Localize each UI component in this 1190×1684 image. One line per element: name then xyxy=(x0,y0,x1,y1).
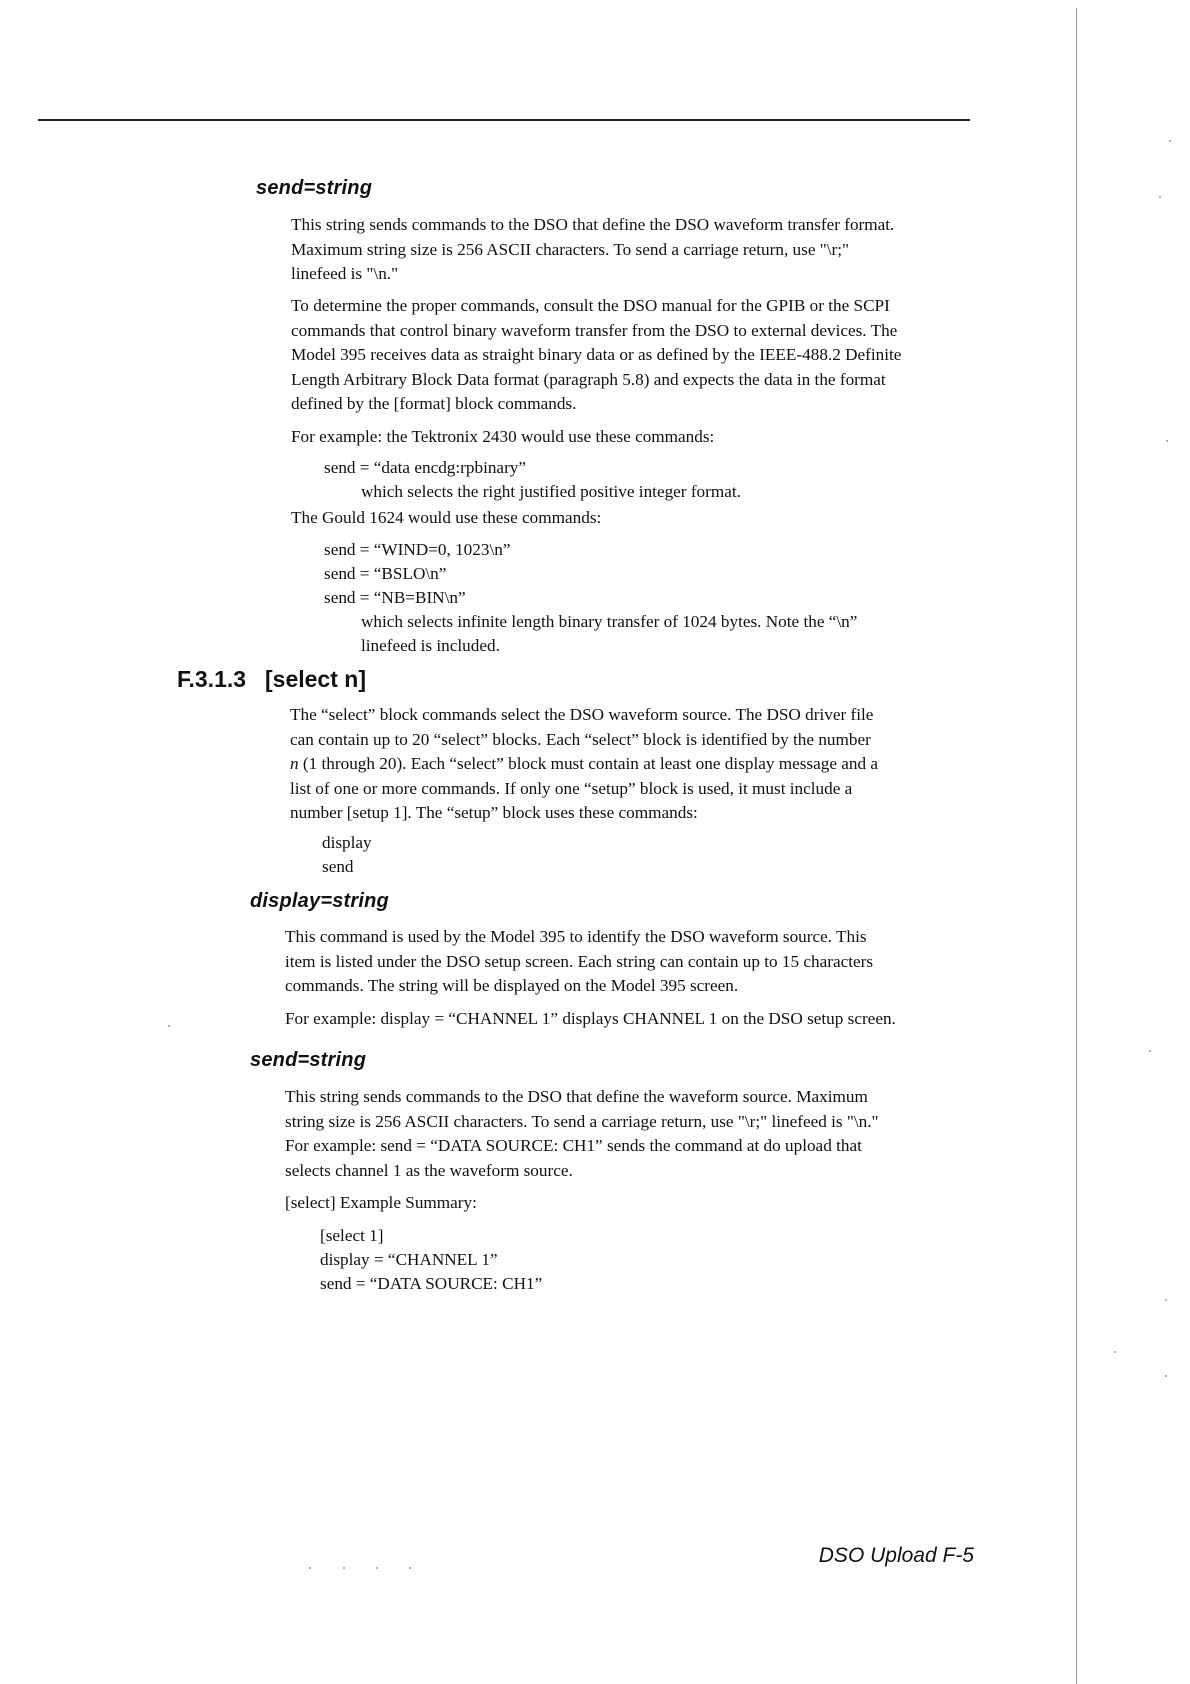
gould-send-command: send = “NB=BIN\n” xyxy=(324,588,466,607)
tektronix-send-command: send = “data encdg:rpbinary” xyxy=(324,458,527,477)
text-line: defined by the [format] block commands. xyxy=(291,394,577,413)
text-line: commands that control binary waveform transfer from the DSO to external devices. The xyxy=(291,320,898,340)
text-line: This string sends commands to the DSO that define the DSO waveform transfer format. xyxy=(291,215,895,234)
text-line: selects channel 1 as the waveform source. xyxy=(285,1160,573,1180)
select-summary-line: send = “DATA SOURCE: CH1” xyxy=(320,1274,543,1293)
gould-command-note: linefeed is included. xyxy=(361,636,500,655)
select-summary-line: [select 1] xyxy=(320,1226,384,1245)
text-line: Model 395 receives data as straight binary data or as defined by the IEEE-488.2 Definite xyxy=(291,345,902,364)
text-line: number [setup 1]. The “setup” block uses these commands: xyxy=(290,803,698,822)
text-line: commands. The string will be displayed on the Model 395 screen. xyxy=(285,976,739,995)
select-summary-line: display = “CHANNEL 1” xyxy=(320,1250,498,1269)
display-string-description xyxy=(285,925,976,999)
select-n-section-heading xyxy=(177,666,366,693)
section-title: [select n] xyxy=(265,666,366,692)
proper-commands-paragraph xyxy=(291,294,976,417)
text-line xyxy=(290,752,976,777)
gould-example-intro: The Gould 1624 would use these commands: xyxy=(291,508,602,527)
text-line: item is listed under the DSO setup screen. Each string can contain up to 15 characters xyxy=(285,951,874,971)
select-block-description xyxy=(290,703,976,826)
send-string-description xyxy=(291,213,976,287)
gould-send-command: send = “WIND=0, 1023\n” xyxy=(324,540,511,559)
text-line: This string sends commands to the DSO that define the waveform source. Maximum xyxy=(285,1087,868,1106)
display-string-example: For example: display = “CHANNEL 1” displays CHANNEL 1 on the DSO setup screen. xyxy=(285,1009,896,1028)
select-summary-title: [select] Example Summary: xyxy=(285,1193,477,1212)
gould-send-command: send = “BSLO\n” xyxy=(324,564,447,583)
text-line: Length Arbitrary Block Data format (paragraph 5.8) and expects the data in the format xyxy=(291,369,886,389)
select-command-send: send xyxy=(322,857,354,876)
italic-n: n xyxy=(290,754,299,773)
send-string-source-heading: send=string xyxy=(250,1049,367,1071)
text-line: The “select” block commands select the DSO waveform source. The DSO driver file xyxy=(290,705,874,724)
text-line: For example: send = “DATA SOURCE: CH1” sends the command at do upload that xyxy=(285,1136,862,1155)
section-number: F.3.1.3 xyxy=(177,666,247,692)
tektronix-command-note: which selects the right justified positive integer format. xyxy=(361,482,741,501)
text-line: string size is 256 ASCII characters. To send a carriage return, use "\r;" linefeed is "\n." xyxy=(285,1111,879,1131)
header-rule xyxy=(38,119,970,121)
gould-command-note: which selects infinite length binary transfer of 1024 bytes. Note the “\n” xyxy=(361,612,858,631)
tektronix-example-intro: For example: the Tektronix 2430 would use these commands: xyxy=(291,427,715,446)
text-line: can contain up to 20 “select” blocks. Each “select” block is identified by the number xyxy=(290,729,871,749)
page-footer: DSO Upload F-5 xyxy=(818,1544,974,1567)
text-line: Maximum string size is 256 ASCII characters. To send a carriage return, use "\r;" xyxy=(291,239,850,259)
text-line-rest: (1 through 20). Each “select” block must contain at least one display message and a xyxy=(302,754,879,773)
select-command-display: display xyxy=(322,833,372,852)
text-line: This command is used by the Model 395 to identify the DSO waveform source. This xyxy=(285,927,867,946)
text-line: To determine the proper commands, consult the DSO manual for the GPIB or the SCPI xyxy=(291,296,890,315)
send-string-source-description xyxy=(285,1085,976,1183)
page-edge-line xyxy=(1076,8,1077,1684)
display-string-heading: display=string xyxy=(250,890,389,912)
text-line: linefeed is "\n." xyxy=(291,264,399,283)
text-line: list of one or more commands. If only one “setup” block is used, it must include a xyxy=(290,778,853,798)
send-string-heading: send=string xyxy=(256,177,373,199)
